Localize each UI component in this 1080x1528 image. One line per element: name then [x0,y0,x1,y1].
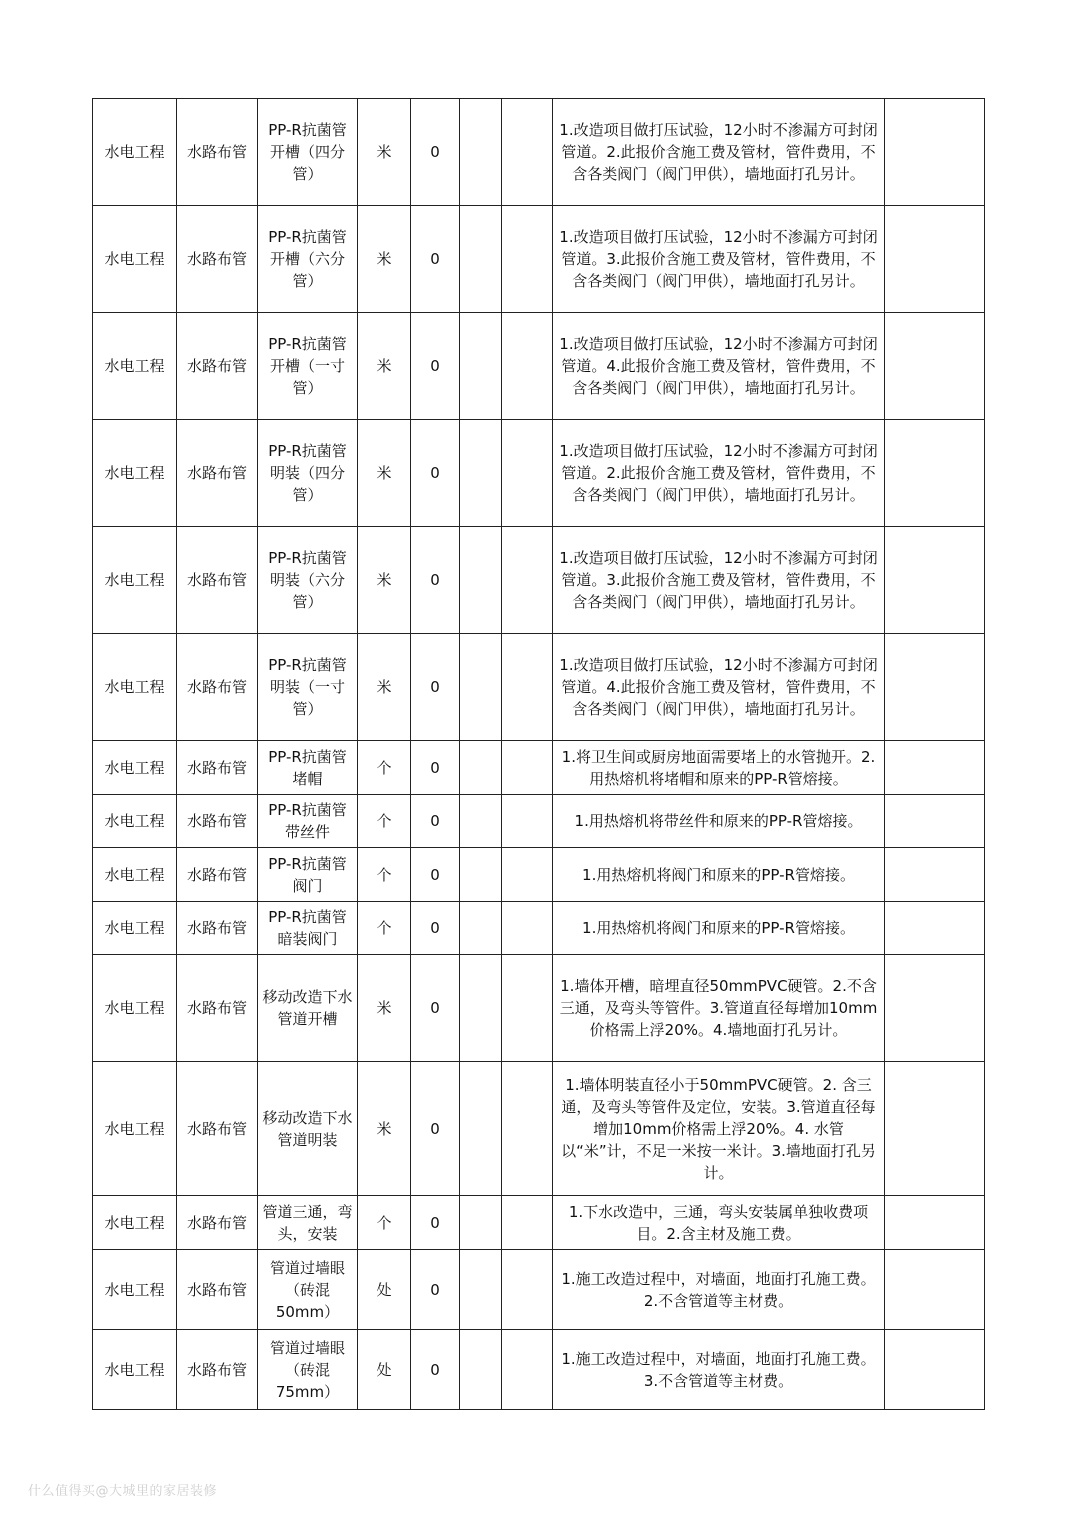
note-cell: 1.改造项目做打压试验，12小时不渗漏方可封闭管道。4.此报价含施工费及管材，管件费用，不含各类阀门（阀门甲供），墙地面打孔另计。 [553,313,885,420]
subcategory-cell: 水路布管 [177,955,258,1062]
note-cell: 1.改造项目做打压试验，12小时不渗漏方可封闭管道。2.此报价含施工费及管材，管件费用，不含各类阀门（阀门甲供），墙地面打孔另计。 [553,99,885,206]
category-cell: 水电工程 [93,902,177,955]
item-cell: PP-R抗菌管带丝件 [258,795,358,848]
note-cell: 1.改造项目做打压试验，12小时不渗漏方可封闭管道。3.此报价含施工费及管材，管件费用，不含各类阀门（阀门甲供），墙地面打孔另计。 [553,527,885,634]
empty-cell [460,634,502,741]
category-cell: 水电工程 [93,848,177,902]
quantity-cell: 0 [411,420,460,527]
item-cell: 移动改造下水管道明装 [258,1062,358,1196]
item-cell: PP-R抗菌管开槽（六分管） [258,206,358,313]
category-cell: 水电工程 [93,1062,177,1196]
table-row [93,1330,985,1410]
category-cell: 水电工程 [93,795,177,848]
table-row [93,955,985,1062]
quantity-cell: 0 [411,99,460,206]
table-row [93,795,985,848]
table-row [93,313,985,420]
table-row [93,99,985,206]
note-cell: 1.墙体开槽，暗埋直径50mmPVC硬管。2.不含三通，及弯头等管件。3.管道直径每增加10mm价格需上浮20%。4.墙地面打孔另计。 [553,955,885,1062]
empty-cell [502,1330,553,1410]
empty-cell [502,741,553,795]
empty-cell [502,1250,553,1330]
unit-cell: 米 [358,1062,411,1196]
unit-cell: 处 [358,1330,411,1410]
category-cell: 水电工程 [93,99,177,206]
empty-cell [502,955,553,1062]
table-row [93,741,985,795]
empty-cell [502,420,553,527]
item-cell: PP-R抗菌管明装（六分管） [258,527,358,634]
unit-cell: 个 [358,795,411,848]
item-cell: PP-R抗菌管暗装阀门 [258,902,358,955]
item-cell: PP-R抗菌管明装（一寸管） [258,634,358,741]
subcategory-cell: 水路布管 [177,1062,258,1196]
empty-cell [502,527,553,634]
item-cell: PP-R抗菌管明装（四分管） [258,420,358,527]
table-row [93,206,985,313]
table-row [93,1196,985,1250]
note-cell: 1.改造项目做打压试验，12小时不渗漏方可封闭管道。3.此报价含施工费及管材，管件费用，不含各类阀门（阀门甲供），墙地面打孔另计。 [553,206,885,313]
quantity-cell: 0 [411,1330,460,1410]
item-cell: 管道过墙眼（砖混75mm） [258,1330,358,1410]
note-cell: 1.下水改造中，三通，弯头安装属单独收费项目。2.含主材及施工费。 [553,1196,885,1250]
empty-cell [460,1250,502,1330]
item-cell: 管道三通，弯头，安装 [258,1196,358,1250]
quantity-cell: 0 [411,206,460,313]
subcategory-cell: 水路布管 [177,795,258,848]
empty-cell [885,1196,985,1250]
quantity-cell: 0 [411,741,460,795]
note-cell: 1.用热熔机将带丝件和原来的PP-R管熔接。 [553,795,885,848]
empty-cell [502,206,553,313]
category-cell: 水电工程 [93,420,177,527]
note-cell: 1.改造项目做打压试验，12小时不渗漏方可封闭管道。2.此报价含施工费及管材，管件费用，不含各类阀门（阀门甲供），墙地面打孔另计。 [553,420,885,527]
empty-cell [885,313,985,420]
category-cell: 水电工程 [93,741,177,795]
empty-cell [460,313,502,420]
empty-cell [885,206,985,313]
item-cell: 移动改造下水管道开槽 [258,955,358,1062]
empty-cell [885,1062,985,1196]
quantity-cell: 0 [411,1250,460,1330]
quantity-cell: 0 [411,634,460,741]
table-row [93,634,985,741]
table-row [93,902,985,955]
table-row [93,527,985,634]
empty-cell [460,420,502,527]
unit-cell: 米 [358,634,411,741]
table-body [93,99,985,1410]
empty-cell [460,206,502,313]
note-cell: 1.墙体明装直径小于50mmPVC硬管。2. 含三通，及弯头等管件及定位，安装。3.管道直径每增加10mm价格需上浮20%。4. 水管以“米”计，不足一米按一米计。3.墙地面打孔另计。 [553,1062,885,1196]
subcategory-cell: 水路布管 [177,313,258,420]
empty-cell [502,634,553,741]
empty-cell [885,99,985,206]
quantity-cell: 0 [411,527,460,634]
item-cell: 管道过墙眼（砖混50mm） [258,1250,358,1330]
subcategory-cell: 水路布管 [177,206,258,313]
quantity-cell: 0 [411,1196,460,1250]
unit-cell: 米 [358,206,411,313]
item-cell: PP-R抗菌管开槽（四分管） [258,99,358,206]
unit-cell: 个 [358,741,411,795]
empty-cell [460,902,502,955]
note-cell: 1.施工改造过程中，对墙面，地面打孔施工费。3.不含管道等主材费。 [553,1330,885,1410]
empty-cell [502,795,553,848]
unit-cell: 个 [358,848,411,902]
table-row [93,848,985,902]
quantity-cell: 0 [411,955,460,1062]
quantity-cell: 0 [411,848,460,902]
quantity-cell: 0 [411,1062,460,1196]
category-cell: 水电工程 [93,955,177,1062]
empty-cell [460,955,502,1062]
subcategory-cell: 水路布管 [177,741,258,795]
subcategory-cell: 水路布管 [177,902,258,955]
empty-cell [502,848,553,902]
item-cell: PP-R抗菌管开槽（一寸管） [258,313,358,420]
note-cell: 1.施工改造过程中，对墙面，地面打孔施工费。2.不含管道等主材费。 [553,1250,885,1330]
subcategory-cell: 水路布管 [177,1196,258,1250]
unit-cell: 个 [358,902,411,955]
empty-cell [460,1330,502,1410]
subcategory-cell: 水路布管 [177,1250,258,1330]
empty-cell [460,99,502,206]
empty-cell [502,99,553,206]
empty-cell [885,902,985,955]
empty-cell [502,313,553,420]
empty-cell [885,848,985,902]
unit-cell: 米 [358,420,411,527]
subcategory-cell: 水路布管 [177,99,258,206]
empty-cell [460,741,502,795]
quantity-cell: 0 [411,795,460,848]
category-cell: 水电工程 [93,313,177,420]
subcategory-cell: 水路布管 [177,634,258,741]
subcategory-cell: 水路布管 [177,848,258,902]
unit-cell: 米 [358,955,411,1062]
watermark: 什么值得买@大城里的家居装修 [28,1484,218,1499]
table-row [93,420,985,527]
empty-cell [460,1196,502,1250]
category-cell: 水电工程 [93,1196,177,1250]
quantity-cell: 0 [411,902,460,955]
empty-cell [460,1062,502,1196]
note-cell: 1.改造项目做打压试验，12小时不渗漏方可封闭管道。4.此报价含施工费及管材，管件费用，不含各类阀门（阀门甲供），墙地面打孔另计。 [553,634,885,741]
category-cell: 水电工程 [93,1250,177,1330]
note-cell: 1.用热熔机将阀门和原来的PP-R管熔接。 [553,848,885,902]
category-cell: 水电工程 [93,634,177,741]
empty-cell [885,527,985,634]
item-cell: PP-R抗菌管阀门 [258,848,358,902]
empty-cell [885,1330,985,1410]
item-cell: PP-R抗菌管堵帽 [258,741,358,795]
empty-cell [460,795,502,848]
empty-cell [885,634,985,741]
empty-cell [460,527,502,634]
table-row [93,1250,985,1330]
subcategory-cell: 水路布管 [177,420,258,527]
unit-cell: 个 [358,1196,411,1250]
unit-cell: 米 [358,99,411,206]
unit-cell: 米 [358,313,411,420]
note-cell: 1.将卫生间或厨房地面需要堵上的水管抛开。2.用热熔机将堵帽和原来的PP-R管熔接。 [553,741,885,795]
category-cell: 水电工程 [93,1330,177,1410]
empty-cell [885,420,985,527]
unit-cell: 处 [358,1250,411,1330]
empty-cell [502,1196,553,1250]
price-table [92,98,985,1410]
empty-cell [502,1062,553,1196]
subcategory-cell: 水路布管 [177,527,258,634]
empty-cell [885,955,985,1062]
empty-cell [460,848,502,902]
empty-cell [502,902,553,955]
table-row [93,1062,985,1196]
note-cell: 1.用热熔机将阀门和原来的PP-R管熔接。 [553,902,885,955]
category-cell: 水电工程 [93,527,177,634]
empty-cell [885,1250,985,1330]
quantity-cell: 0 [411,313,460,420]
empty-cell [885,795,985,848]
unit-cell: 米 [358,527,411,634]
subcategory-cell: 水路布管 [177,1330,258,1410]
empty-cell [885,741,985,795]
category-cell: 水电工程 [93,206,177,313]
